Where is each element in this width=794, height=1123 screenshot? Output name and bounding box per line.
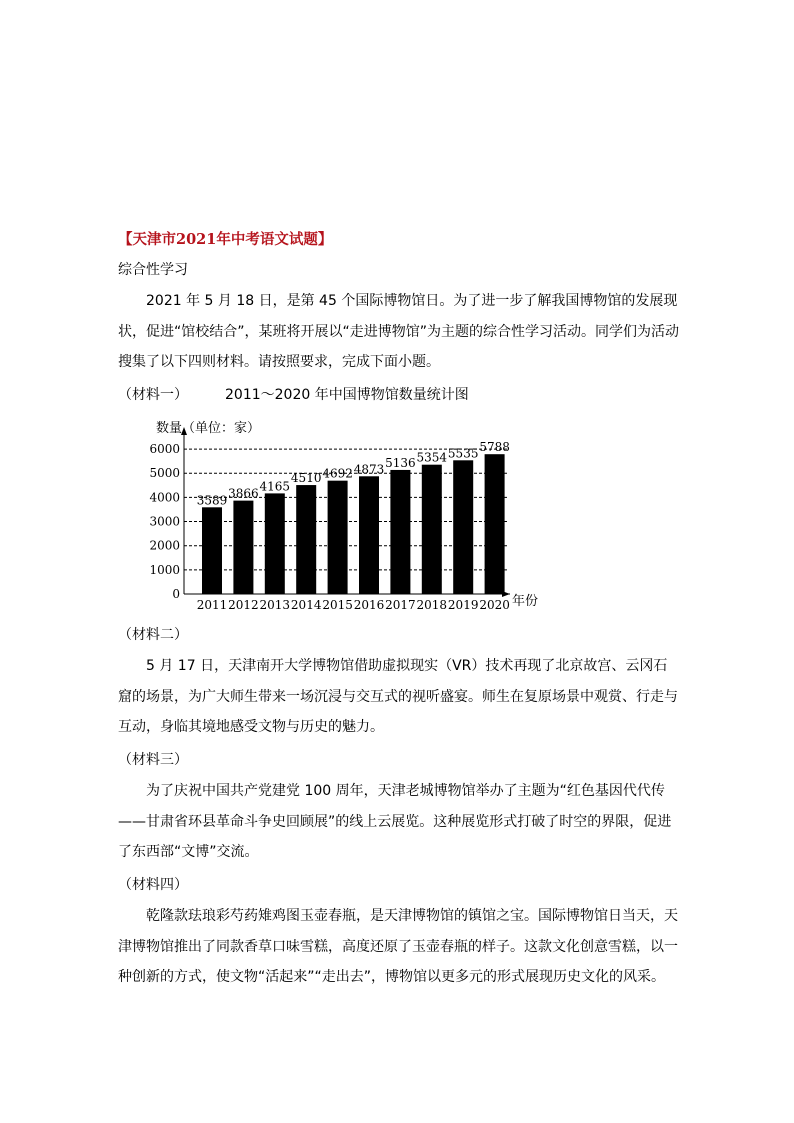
x-tick-label: 2020 — [479, 598, 510, 612]
y-tick-label: 6000 — [149, 442, 180, 457]
x-tick-label: 2015 — [322, 598, 353, 612]
bar-value-label: 5535 — [447, 446, 479, 461]
bar — [233, 501, 253, 594]
bar-value-label: 5354 — [416, 450, 448, 465]
bar — [265, 493, 285, 594]
bar — [328, 481, 348, 594]
y-tick-label: 2000 — [149, 538, 180, 553]
bar-value-label: 5136 — [385, 455, 416, 470]
section-label: 综合性学习 — [118, 262, 188, 278]
y-tick-label: 3000 — [149, 514, 180, 529]
bar-value-label: 5788 — [479, 440, 510, 455]
material-3-text: 为了庆祝中国共产党建党 100 周年，天津老城博物馆举办了主题为“红色基因代代传——甘肃省环县革命斗争史回顾展”的线上云展览。这种展览形式打破了时空的界限，促进了东西部“文博”交流。 — [118, 783, 672, 860]
bar-value-label: 3589 — [196, 493, 228, 508]
x-tick-label: 2011 — [196, 598, 228, 612]
bar — [296, 485, 316, 594]
bar — [485, 454, 505, 594]
x-tick-label: 2013 — [259, 598, 291, 612]
bar — [453, 460, 473, 594]
museum-count-chart — [138, 412, 548, 617]
material-2-text: 5 月 17 日，天津南开大学博物馆借助虚拟现实（VR）技术再现了北京故宫、云冈石窟的场景，为广大师生带来一场沉浸与交互式的视听盛宴。师生在复原场景中观赏、行走与互动，身临其境地感受文物与历史的魅力。 — [118, 658, 678, 735]
y-tick-label: 5000 — [149, 466, 180, 481]
x-tick-label: 2018 — [416, 598, 448, 612]
bar-value-label: 4692 — [322, 466, 353, 481]
bar — [390, 470, 410, 594]
x-axis-arrow — [502, 591, 510, 597]
x-tick-label: 2019 — [447, 598, 479, 612]
x-tick-label: 2017 — [385, 598, 416, 612]
bar-value-label: 4165 — [259, 479, 291, 494]
exam-heading: 【天津市2021年中考语文试题】 — [118, 231, 333, 248]
material-3-label: （材料三） — [118, 752, 188, 768]
x-tick-label: 2016 — [353, 598, 385, 612]
material-1-label: （材料一） — [118, 387, 188, 403]
y-axis-label: 数量（单位：家） — [156, 421, 261, 436]
bar — [202, 507, 222, 594]
material-2-label: （材料二） — [118, 627, 188, 643]
x-tick-label: 2012 — [228, 598, 259, 612]
intro-paragraph: 2021 年 5 月 18 日，是第 45 个国际博物馆日。为了进一步了解我国博物馆的发展现状，促进“馆校结合”，某班将开展以“走进博物馆”为主题的综合性学习活动。同学们为活动搜集了以下四则材料。请按照要求，完成下面小题。 — [118, 293, 680, 370]
chart-caption: 2011～2020 年中国博物馆数量统计图 — [225, 387, 469, 403]
x-axis-label: 年份 — [512, 594, 539, 609]
bar-value-label: 4873 — [353, 462, 385, 477]
y-tick-label: 4000 — [149, 490, 180, 505]
bar-value-label: 3866 — [228, 486, 259, 501]
x-tick-label: 2014 — [290, 598, 322, 612]
bar — [359, 476, 379, 594]
bar-value-label: 4510 — [290, 471, 322, 486]
y-tick-label: 0 — [172, 587, 180, 601]
material-4-label: （材料四） — [118, 877, 188, 893]
material-4-text: 乾隆款珐琅彩芍药雉鸡图玉壶春瓶，是天津博物馆的镇馆之宝。国际博物馆日当天，天津博物馆推出了同款香草口味雪糕，高度还原了玉壶春瓶的样子。这款文化创意雪糕，以一种创新的方式，使文物“活起来”“走出去”，博物馆以更多元的形式展现历史文化的风采。 — [118, 908, 678, 985]
y-tick-label: 1000 — [149, 562, 180, 577]
bar — [422, 465, 442, 594]
bar-chart-svg — [138, 412, 548, 617]
